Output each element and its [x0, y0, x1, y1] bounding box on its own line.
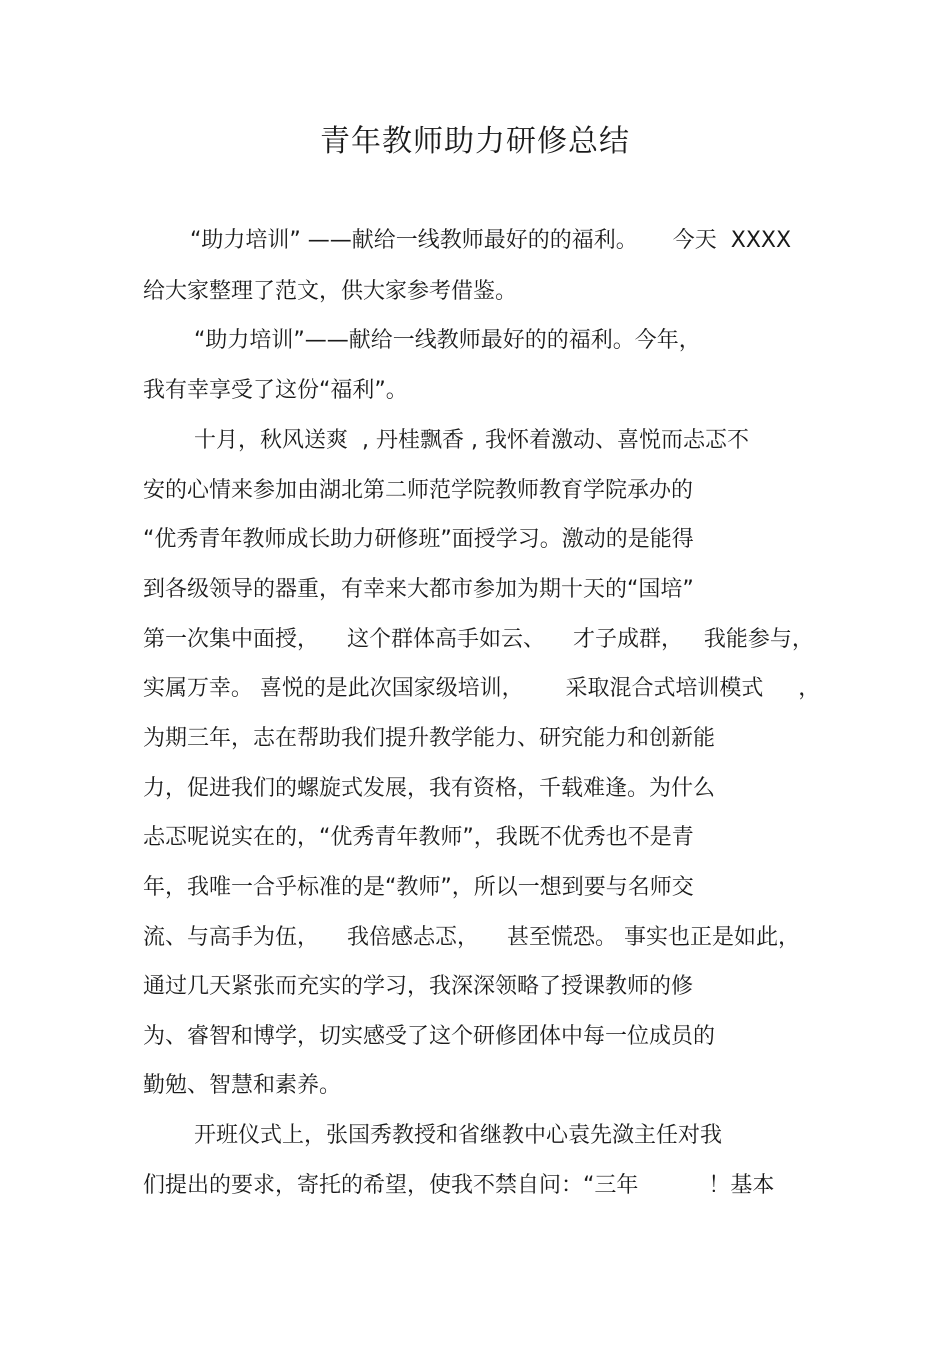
body-line: “助力培训” ——献给一线教师最好的的福利。 今天 XXXX — [190, 228, 792, 253]
body-line: 勤勉、智慧和素养。 — [143, 1073, 342, 1098]
body-line: “助力培训”——献给一线教师最好的的福利。今年， — [194, 328, 701, 353]
body-line: 第一次集中面授， 这个群体高手如云、 才子成群， 我能参与， — [143, 627, 814, 652]
body-line: 流、与高手为伍， 我倍感忐忑， 甚至慌恐。 事实也正是如此， — [143, 925, 800, 950]
body-line: 通过几天紧张而充实的学习，我深深领略了授课教师的修 — [143, 974, 694, 999]
body-line: 力，促进我们的螺旋式发展，我有资格，千载难逢。为什么 — [143, 776, 716, 801]
body-line: “优秀青年教师成长助力研修班”面授学习。激动的是能得 — [143, 527, 694, 552]
body-line: 到各级领导的器重，有幸来大都市参加为期十天的“国培” — [143, 577, 694, 602]
body-line: 忐忑呢说实在的，“优秀青年教师”，我既不优秀也不是青 — [143, 825, 694, 850]
body-line: 安的心情来参加由湖北第二师范学院教师教育学院承办的 — [143, 478, 694, 503]
body-line: 年，我唯一合乎标准的是“教师”，所以一想到要与名师交 — [143, 875, 694, 900]
body-line: 实属万幸。 喜悦的是此次国家级培训， 采取混合式培训模式 ， — [143, 676, 821, 701]
body-line: 为期三年，志在帮助我们提升教学能力、研究能力和创新能 — [143, 726, 716, 751]
body-line: 给大家整理了范文，供大家参考借鉴。 — [143, 279, 518, 304]
body-line: 为、睿智和博学，切实感受了这个研修团体中每一位成员的 — [143, 1024, 716, 1049]
body-line: 我有幸享受了这份“福利”。 — [143, 378, 408, 403]
document-title: 青年教师助力研修总结 — [320, 124, 630, 159]
body-line: 十月，秋风送爽 , 丹桂飘香 , 我怀着激动、喜悦而忐忑不 — [194, 428, 749, 453]
body-line: 们提出的要求，寄托的希望，使我不禁自问：“三年 ！基本 — [143, 1173, 775, 1198]
body-line: 开班仪式上，张国秀教授和省继教中心袁先潋主任对我 — [194, 1123, 723, 1148]
